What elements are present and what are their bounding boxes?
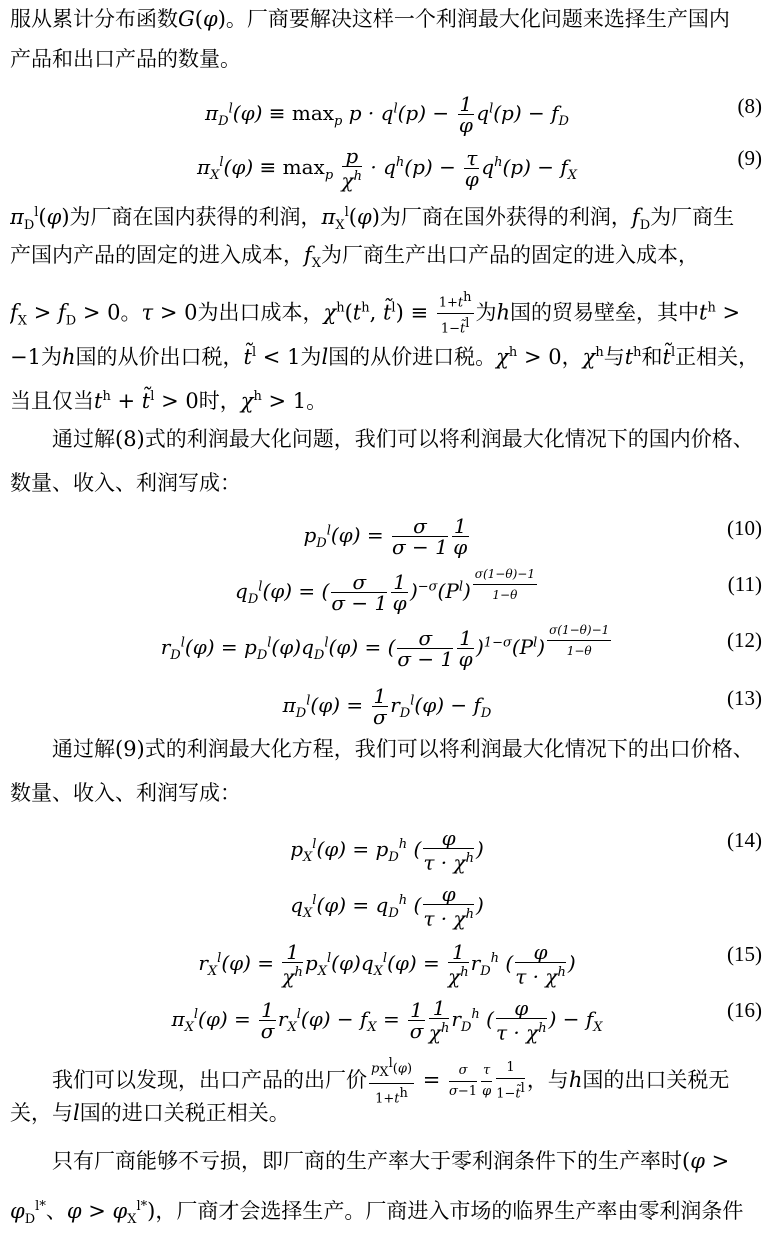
- text-line-6: −1为h国的从价出口税，t̃$^l$ < 1为l国的从价进口税。$\chi^h > 0$，$\chi^h$与$t^h$和t̃$^l$正相关，: [10, 345, 760, 369]
- text-line-11: 数量、收入、利润写成：: [10, 781, 241, 805]
- text-line-4: 产国内产品的固定的进入成本，$f_X$为厂商生产出口产品的固定的进入成本，: [10, 243, 700, 272]
- text-line-2: 产品和出口产品的数量。: [10, 47, 241, 71]
- text-line-10: 通过解(9)式的利润最大化方程，我们可以将利润最大化情况下的出口价格、: [52, 737, 754, 761]
- equation-9: $\pi_X^l(\varphi) \equiv \max_p$ $\frac{p}{\chi^h}$ · $q^h(p)$ − $\frac{\tau}{\varphi}$ $q^h(p) - f_X$ (9): [196, 144, 762, 193]
- text-line-7: 当且仅当$t^h$ + t̃$^l$ > 0时，$\chi^h > 1$。: [10, 389, 328, 413]
- equation-number: (11): [727, 572, 762, 596]
- equation-number: (14): [727, 828, 762, 852]
- equation-number: (9): [737, 146, 762, 170]
- text-line-5: $f_X > f_D > 0$。τ > 0为出口成本，$\chi^h(t^h$, t̃$^l$) ≡ $\frac{1+t^h}{1-t̃^l}$ 为h国的贸易壁垒，其中$t^h$ >: [10, 290, 741, 337]
- text-line-9: 数量、收入、利润写成：: [10, 471, 241, 495]
- equation-number: (12): [727, 628, 762, 652]
- equation-13: $\pi_D^l(\varphi)$ = $\frac{1}{\sigma}$ $r_D^l(\varphi) - f_D$ (13): [282, 684, 762, 729]
- text-line-3: $\pi_D^l(\varphi)$为厂商在国内获得的利润，$\pi_X^l(\varphi)$为厂商在国外获得的利润，$f_D$为厂商生: [10, 205, 735, 234]
- equation-number: (13): [727, 686, 762, 710]
- text-line-13: 关，与l国的进口关税正相关。: [10, 1101, 290, 1125]
- equation-8: $\pi_D^l(\varphi) \equiv \max_p p \cdot q^l(p)$ − $\frac{1}{\varphi}$ $q^l(p) - f_D$ (8): [205, 92, 762, 137]
- equation-16: $\pi_X^l(\varphi)$ = $\frac{1}{\sigma}$ $r_X^l(\varphi) - f_X$ = $\frac{1}{\sigma}$ $\frac{1}{\chi^h}$ $r_D^h$ ( $\frac{\varphi}{\tau \cdot \chi^h}$ ) − $f_X$ (16): [171, 996, 762, 1045]
- equation-number: (16): [727, 998, 762, 1022]
- equation-q-export: $q_X^l(\varphi) = q_D^h$ ( $\frac{\varphi}{\tau \cdot \chi^h}$ ): [290, 882, 484, 931]
- equation-number: (8): [737, 94, 762, 118]
- text-line-15: $\varphi_D^{l*}$、$\varphi > \varphi_X^{l*}$)，厂商才会选择生产。厂商进入市场的临界生产率由零利润条件: [10, 1199, 744, 1228]
- equation-10: $p_D^l(\varphi)$ = $\frac{\sigma}{\sigma - 1}$ $\frac{1}{\varphi}$ (10): [303, 514, 762, 559]
- equation-12: $r_D^l(\varphi) = p_D^l(\varphi)q_D^l(\varphi)$ = ( $\frac{\sigma}{\sigma - 1}$ $\frac{1}{\varphi}$ )$^{1-\sigma}(P^l)$ $^{\frac{\sigma(1-\theta)-1}{1-\theta}}$ (12): [0, 620, 774, 664]
- equation-number: (15): [727, 942, 762, 966]
- equation-14: $p_X^l(\varphi) = p_D^h$ ( $\frac{\varphi}{\tau \cdot \chi^h}$ ) (14): [290, 826, 762, 875]
- text-line-14: 只有厂商能够不亏损，即厂商的生产率大于零利润条件下的生产率时(φ >: [52, 1149, 730, 1173]
- equation-11: $q_D^l(\varphi)$ = ( $\frac{\sigma}{\sigma - 1}$ $\frac{1}{\varphi}$ )$^{-\sigma}(P^l)$ $^{\frac{\sigma(1-\theta)-1}{1-\theta}}$ (11): [0, 564, 774, 608]
- equation-15: $r_X^l(\varphi)$ = $\frac{1}{\chi^h}$ $p_X^l(\varphi)q_X^l(\varphi)$ = $\frac{1}{\chi^h}$ $r_D^h$ ( $\frac{\varphi}{\tau \cdot \chi^h}$ ) (15): [198, 940, 762, 989]
- text-line-12: 我们可以发现，出口产品的出厂价 $\frac{p_X^l(\varphi)}{1+t^h}$ = $\frac{\sigma}{\sigma-1}$ $\frac{\tau}{\varphi}$ $\frac{1}{1-t̃^l}$ ，与h国的出口关税无: [52, 1056, 730, 1107]
- text-line-1: 服从累计分布函数G(φ)。厂商要解决这样一个利润最大化问题来选择生产国内: [10, 7, 730, 31]
- text-line-8: 通过解(8)式的利润最大化问题，我们可以将利润最大化情况下的国内价格、: [52, 427, 754, 451]
- equation-number: (10): [727, 516, 762, 540]
